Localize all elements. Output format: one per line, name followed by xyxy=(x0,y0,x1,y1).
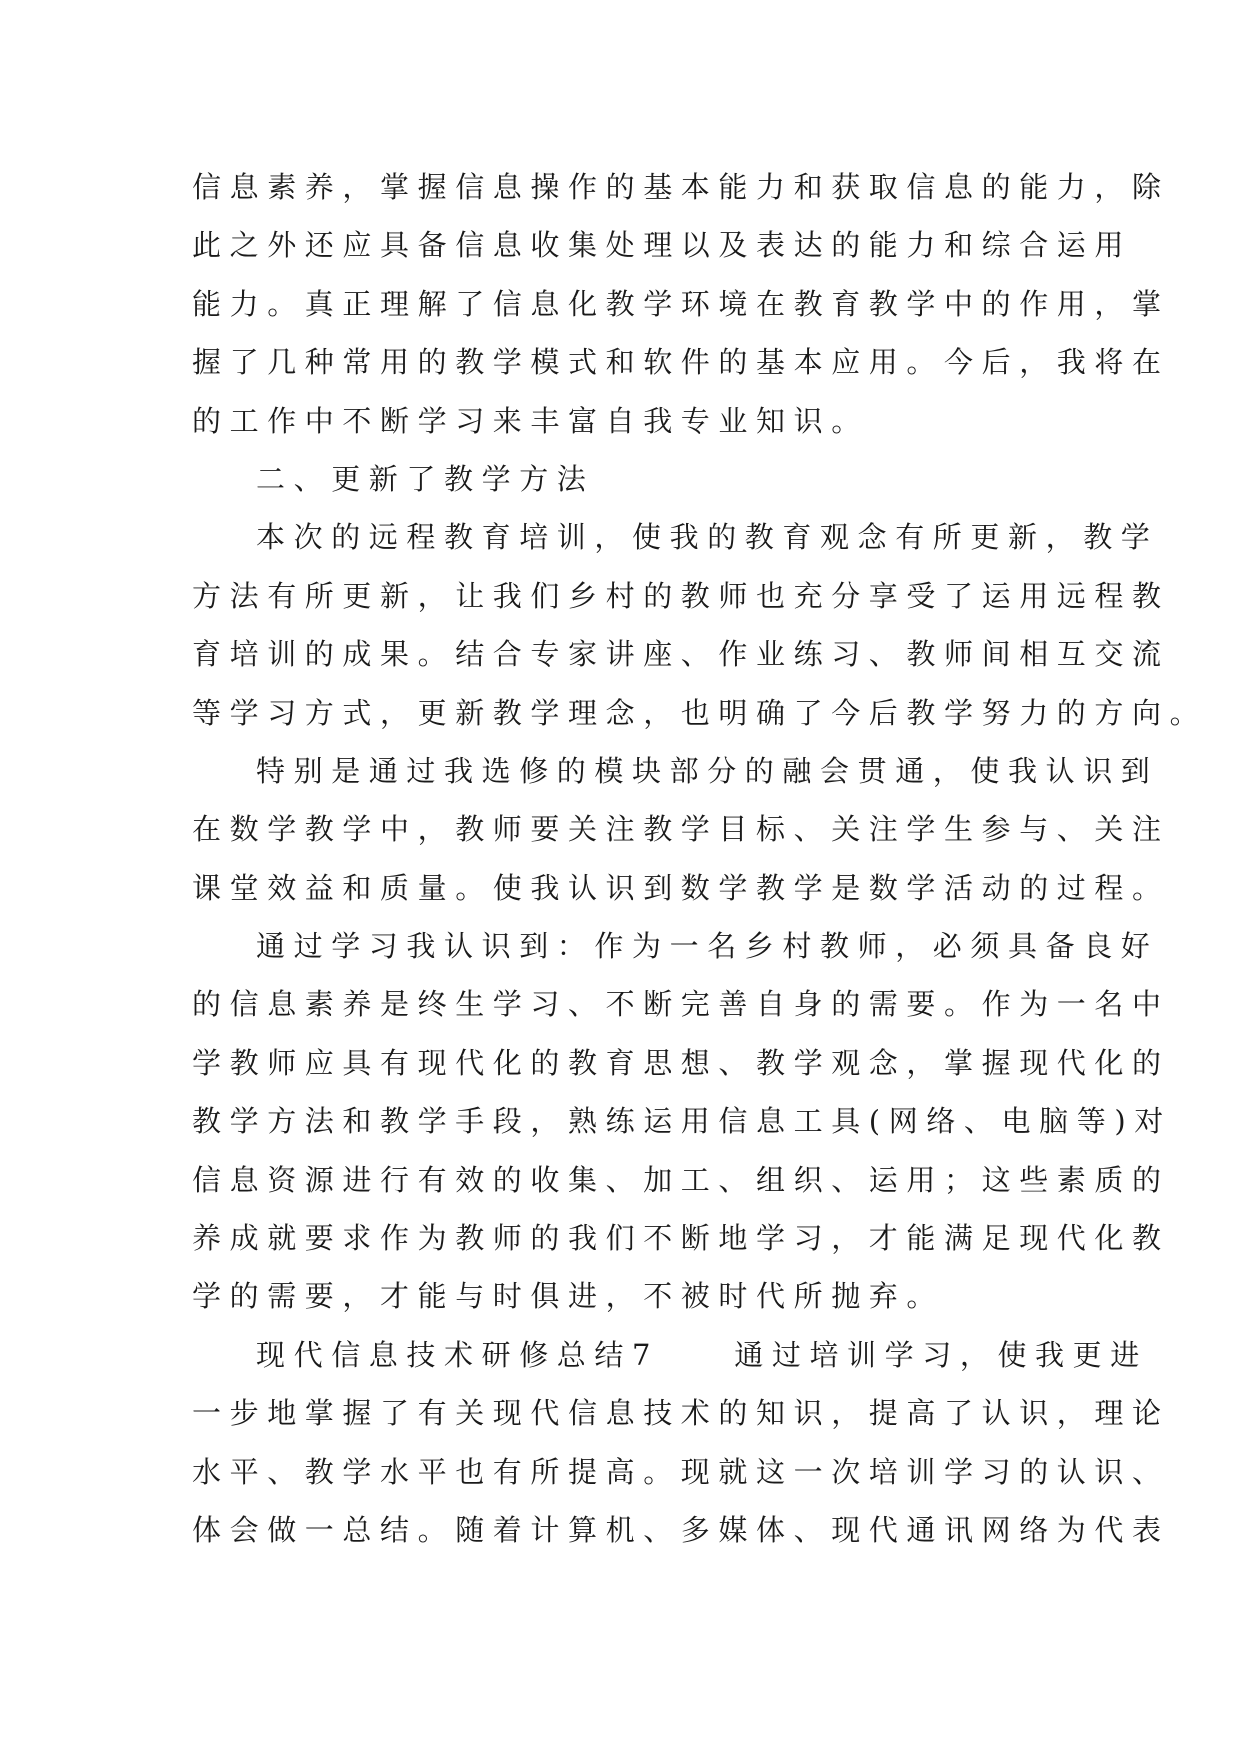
text-line: 信息资源进行有效的收集、加工、组织、运用；这些素质的 xyxy=(192,1162,1170,1197)
text-line: 水平、教学水平也有所提高。现就这一次培训学习的认识、 xyxy=(192,1454,1170,1489)
text-line: 通过学习我认识到：作为一名乡村教师，必须具备良好 xyxy=(256,929,1159,964)
text-line: 育培训的成果。结合专家讲座、作业练习、教师间相互交流 xyxy=(192,637,1170,672)
text-line: 的工作中不断学习来丰富自我专业知识。 xyxy=(192,403,869,438)
text-line: 握了几种常用的教学模式和软件的基本应用。今后，我将在 xyxy=(192,345,1170,380)
text-line: 课堂效益和质量。使我认识到数学教学是数学活动的过程。 xyxy=(192,870,1170,905)
text-line: 二、更新了教学方法 xyxy=(256,461,595,496)
text-line: 教学方法和教学手段，熟练运用信息工具(网络、电脑等)对 xyxy=(192,1104,1172,1139)
text-line: 体会做一总结。随着计算机、多媒体、现代通讯网络为代表 xyxy=(192,1512,1170,1547)
text-line: 等学习方式，更新教学理念，也明确了今后教学努力的方向。 xyxy=(192,695,1208,730)
text-line: 在数学教学中，教师要关注教学目标、关注学生参与、关注 xyxy=(192,812,1170,847)
text-line: 学的需要，才能与时俱进，不被时代所抛弃。 xyxy=(192,1279,945,1314)
text-line: 本次的远程教育培训，使我的教育观念有所更新，教学 xyxy=(256,520,1159,555)
text-line: 方法有所更新，让我们乡村的教师也充分享受了运用远程教 xyxy=(192,578,1170,613)
text-line: 能力。真正理解了信息化教学环境在教育教学中的作用，掌 xyxy=(192,286,1170,321)
text-line: 现代信息技术研修总结7 通过培训学习，使我更进 xyxy=(256,1337,1148,1372)
text-line: 此之外还应具备信息收集处理以及表达的能力和综合运用 xyxy=(192,228,1133,263)
text-line: 信息素养，掌握信息操作的基本能力和获取信息的能力，除 xyxy=(192,170,1170,204)
text-line: 学教师应具有现代化的教育思想、教学观念，掌握现代化的 xyxy=(192,1045,1170,1080)
document-body xyxy=(192,158,1208,1559)
text-line: 特别是通过我选修的模块部分的融会贯通，使我认识到 xyxy=(256,753,1159,788)
text-line: 的信息素养是终生学习、不断完善自身的需要。作为一名中 xyxy=(192,987,1170,1022)
text-line: 养成就要求作为教师的我们不断地学习，才能满足现代化教 xyxy=(192,1221,1170,1256)
text-line: 一步地掌握了有关现代信息技术的知识，提高了认识，理论 xyxy=(192,1396,1170,1431)
